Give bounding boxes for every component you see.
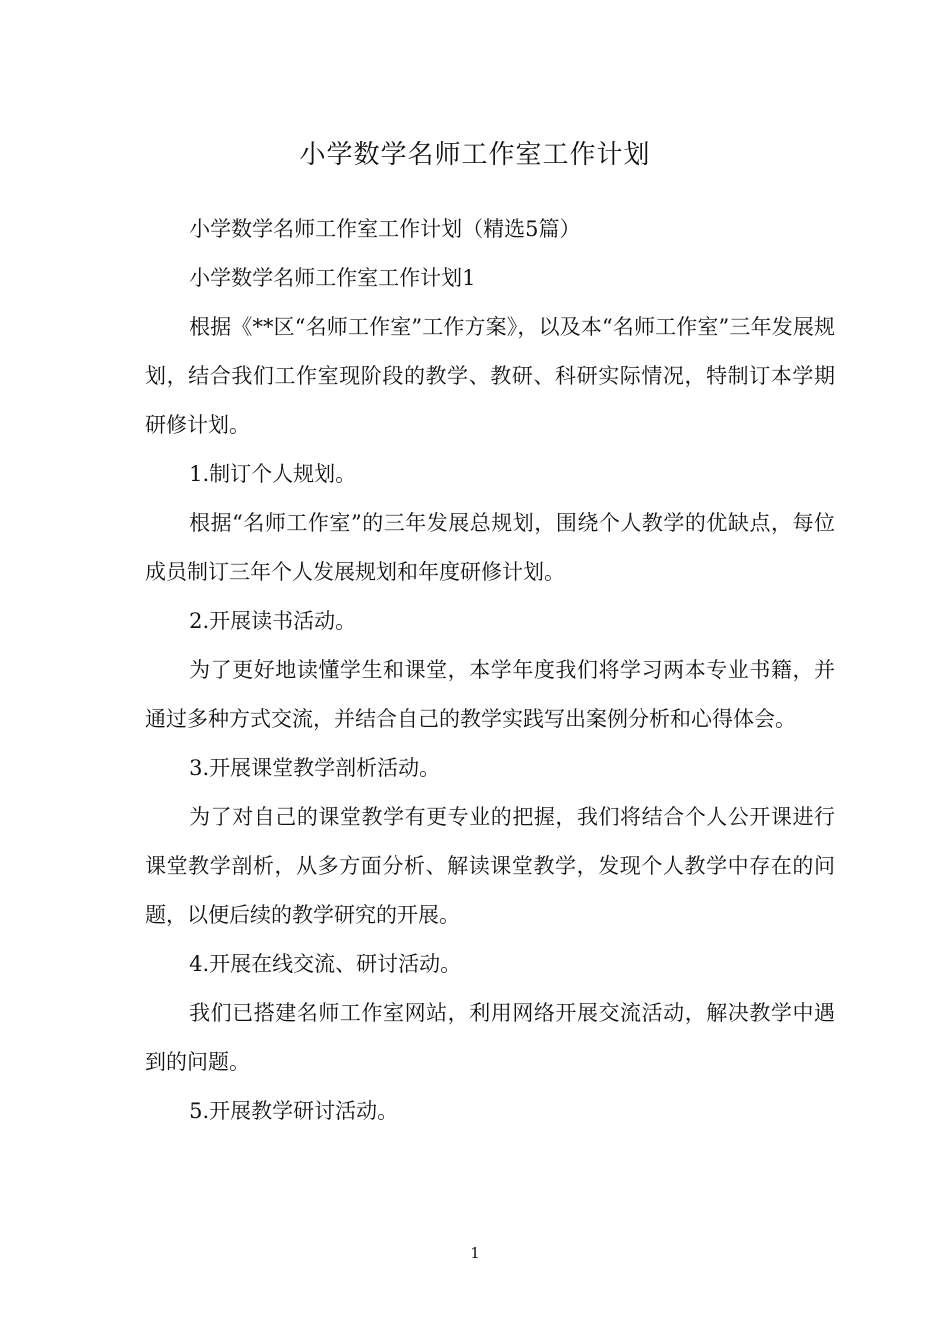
item-heading: 5.开展教学研讨活动。 bbox=[189, 1099, 399, 1123]
subtitle-paragraph: 小学数学名师工作室工作计划（精选5篇） bbox=[189, 217, 581, 241]
page-number: 1 bbox=[470, 1244, 480, 1262]
item-heading: 4.开展在线交流、研讨活动。 bbox=[189, 952, 462, 976]
item-heading: 3.开展课堂教学剖析活动。 bbox=[189, 756, 441, 780]
item-heading: 2.开展读书活动。 bbox=[189, 609, 357, 633]
document-title: 小学数学名师工作室工作计划 bbox=[299, 140, 651, 170]
section-heading: 小学数学名师工作室工作计划1 bbox=[189, 266, 476, 290]
item-heading: 1.制订个人规划。 bbox=[189, 462, 357, 486]
body-paragraph: 为了更好地读懂学生和课堂，本学年度我们将学习两本专业书籍，并通过多种方式交流，并结合自己的教学实践写出案例分析和心得体会。 bbox=[145, 658, 835, 731]
body-paragraph: 为了对自己的课堂教学有更专业的把握，我们将结合个人公开课进行课堂教学剖析，从多方面分析、解读课堂教学，发现个人教学中存在的问题，以便后续的教学研究的开展。 bbox=[145, 805, 835, 927]
document-body bbox=[145, 205, 835, 1136]
body-paragraph: 根据“名师工作室”的三年发展总规划，围绕个人教学的优缺点，每位成员制订三年个人发展规划和年度研修计划。 bbox=[145, 511, 835, 584]
body-paragraph: 我们已搭建名师工作室网站，利用网络开展交流活动，解决教学中遇到的问题。 bbox=[145, 1001, 835, 1074]
body-paragraph: 根据《**区“名师工作室”工作方案》，以及本“名师工作室”三年发展规划，结合我们工作室现阶段的教学、教研、科研实际情况，特制订本学期研修计划。 bbox=[145, 315, 835, 437]
